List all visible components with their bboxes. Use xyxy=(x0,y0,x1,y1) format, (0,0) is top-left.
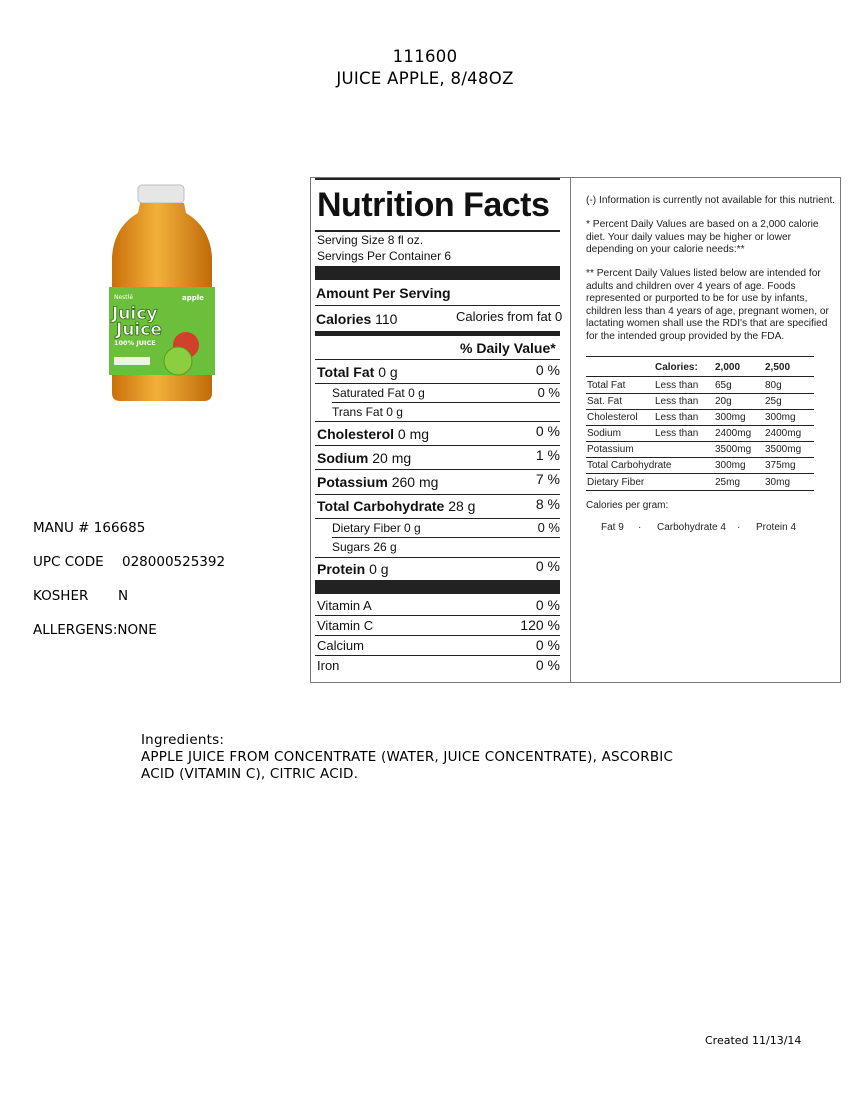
cal-per-gram-fat: Fat 9 xyxy=(601,522,624,533)
table-cell: 300mg xyxy=(765,412,796,423)
table-cell: Total Fat xyxy=(587,380,626,391)
allergens-label: ALLERGENS: xyxy=(33,622,118,638)
table-cell: Less than xyxy=(655,380,699,391)
ingredients-line2: ACID (VITAMIN C), CITRIC ACID. xyxy=(141,766,359,782)
green-apple xyxy=(164,347,192,375)
nutrient-pct: 1 % xyxy=(535,447,560,463)
nutrient-pct: 0 % xyxy=(537,385,560,400)
item-name: JUICE APPLE, 8/48OZ xyxy=(336,69,514,88)
nutrient-row: Total Fat 0 g xyxy=(317,364,398,380)
kosher-label: KOSHER xyxy=(33,588,89,604)
table-cell: Less than xyxy=(655,412,699,423)
manu-value: 166685 xyxy=(93,520,146,536)
age-note: ** Percent Daily Values listed below are intended for adults and children over 4 years of age. Foods represented or purported to be for use by infants, children less than 4 years of age, pregnant women, or lactating women shall use the RDI's that are specified for the intended group provided by the FDA. xyxy=(586,268,829,342)
nutrient-row: Saturated Fat 0 g xyxy=(332,386,425,400)
table-cell: 300mg xyxy=(715,460,746,471)
brand-text: Nestlé xyxy=(114,294,134,301)
table-cell: 300mg xyxy=(715,412,746,423)
kosher-spec xyxy=(33,588,153,604)
table-cell: 3500mg xyxy=(765,444,802,455)
vitamin-row: Vitamin A xyxy=(317,598,372,613)
nutrient-row: Trans Fat 0 g xyxy=(332,405,403,419)
table-cell: Total Carbohydrate xyxy=(587,460,672,471)
nutrient-row: Cholesterol 0 mg xyxy=(317,426,430,442)
dv-note: * Percent Daily Values are based on a 2,000 calorie diet. Your daily values may be higher or lower depending on your calorie needs:** xyxy=(586,219,819,256)
table-header: 2,500 xyxy=(765,362,791,373)
cal-per-gram-carb: Carbohydrate 4 xyxy=(657,522,726,533)
table-header: 2,000 xyxy=(715,362,741,373)
ingredients-label: Ingredients: xyxy=(141,732,225,748)
vitamin-row: Calcium xyxy=(317,638,364,653)
manu-spec xyxy=(33,520,145,536)
panel-divider xyxy=(570,177,571,683)
table-cell: 3500mg xyxy=(715,444,752,455)
nutrient-pct: 0 % xyxy=(537,520,560,535)
flavor-text: apple xyxy=(182,294,204,302)
vitamin-pct: 120 % xyxy=(520,617,560,633)
separator-dot: · xyxy=(737,522,741,533)
product-image xyxy=(100,183,224,405)
upc-label: UPC CODE xyxy=(33,554,104,570)
logo-line1: Juicy xyxy=(112,304,158,324)
calories-label: Calories xyxy=(316,311,372,327)
table-cell: 20g xyxy=(715,396,732,407)
nutrient-row: Protein 0 g xyxy=(317,561,389,577)
nutrient-pct: 7 % xyxy=(535,471,560,487)
bottle-cap xyxy=(138,185,184,203)
ingredients-line1: APPLE JUICE FROM CONCENTRATE (WATER, JUICE CONCENTRATE), ASCORBIC xyxy=(141,749,674,765)
table-cell: 25mg xyxy=(715,477,741,488)
allergens-spec xyxy=(33,622,157,638)
table-cell: 30mg xyxy=(765,477,791,488)
vitamin-pct: 0 % xyxy=(535,637,560,653)
table-cell: 2400mg xyxy=(765,428,802,439)
table-cell: Sat. Fat xyxy=(587,396,623,407)
table-cell: 80g xyxy=(765,380,782,391)
nutrient-row: Total Carbohydrate 28 g xyxy=(317,498,476,514)
table-cell: 2400mg xyxy=(715,428,752,439)
nutrient-row: Dietary Fiber 0 g xyxy=(332,521,421,535)
nutrition-title: Nutrition Facts xyxy=(317,186,550,224)
separator-dot: · xyxy=(638,522,642,533)
vitamin-row: Vitamin C xyxy=(317,618,374,633)
table-cell: Cholesterol xyxy=(587,412,638,423)
nutrient-pct: 0 % xyxy=(535,423,560,439)
table-cell: 375mg xyxy=(765,460,796,471)
juice-band: 100% JUICE xyxy=(114,339,156,347)
serving-size: Serving Size 8 fl oz. xyxy=(317,233,424,247)
vitamin-pct: 0 % xyxy=(535,597,560,613)
table-cell: Dietary Fiber xyxy=(587,477,645,488)
calories-line xyxy=(316,311,397,327)
table-cell: Potassium xyxy=(587,444,634,455)
na-note: (-) Information is currently not available for this nutrient. xyxy=(586,195,836,206)
nutrient-row: Sugars 26 g xyxy=(332,540,397,554)
nutrient-pct: 0 % xyxy=(535,558,560,574)
vitamin-pct: 0 % xyxy=(535,657,560,673)
cal-per-gram-label: Calories per gram: xyxy=(586,500,669,511)
amount-per-serving: Amount Per Serving xyxy=(316,285,451,301)
upc-value: 028000525392 xyxy=(122,554,226,570)
nutrient-pct: 0 % xyxy=(535,362,560,378)
calories-value: 110 xyxy=(375,311,398,327)
item-number: 111600 xyxy=(392,47,458,66)
table-cell: Sodium xyxy=(587,428,621,439)
allergens-value: NONE xyxy=(117,622,157,638)
servings-per-container: Servings Per Container 6 xyxy=(317,249,452,263)
table-cell: Less than xyxy=(655,396,699,407)
logo-line2: Juice xyxy=(116,320,162,340)
upc-spec xyxy=(33,554,263,570)
nutrient-pct: 8 % xyxy=(535,496,560,512)
created-date: Created 11/13/14 xyxy=(705,1034,802,1047)
table-cell: 65g xyxy=(715,380,732,391)
nutrient-row: Sodium 20 mg xyxy=(317,450,412,466)
manu-label: MANU # xyxy=(33,520,90,536)
calories-from-fat: Calories from fat 0 xyxy=(456,309,563,324)
kosher-value: N xyxy=(118,588,129,604)
daily-value-header: % Daily Value* xyxy=(460,340,556,356)
table-cell: 25g xyxy=(765,396,782,407)
nutrient-row: Potassium 260 mg xyxy=(317,474,439,490)
table-header: Calories: xyxy=(655,362,698,373)
cal-per-gram-protein: Protein 4 xyxy=(756,522,797,533)
table-cell: Less than xyxy=(655,428,699,439)
vitamin-row: Iron xyxy=(317,658,340,673)
